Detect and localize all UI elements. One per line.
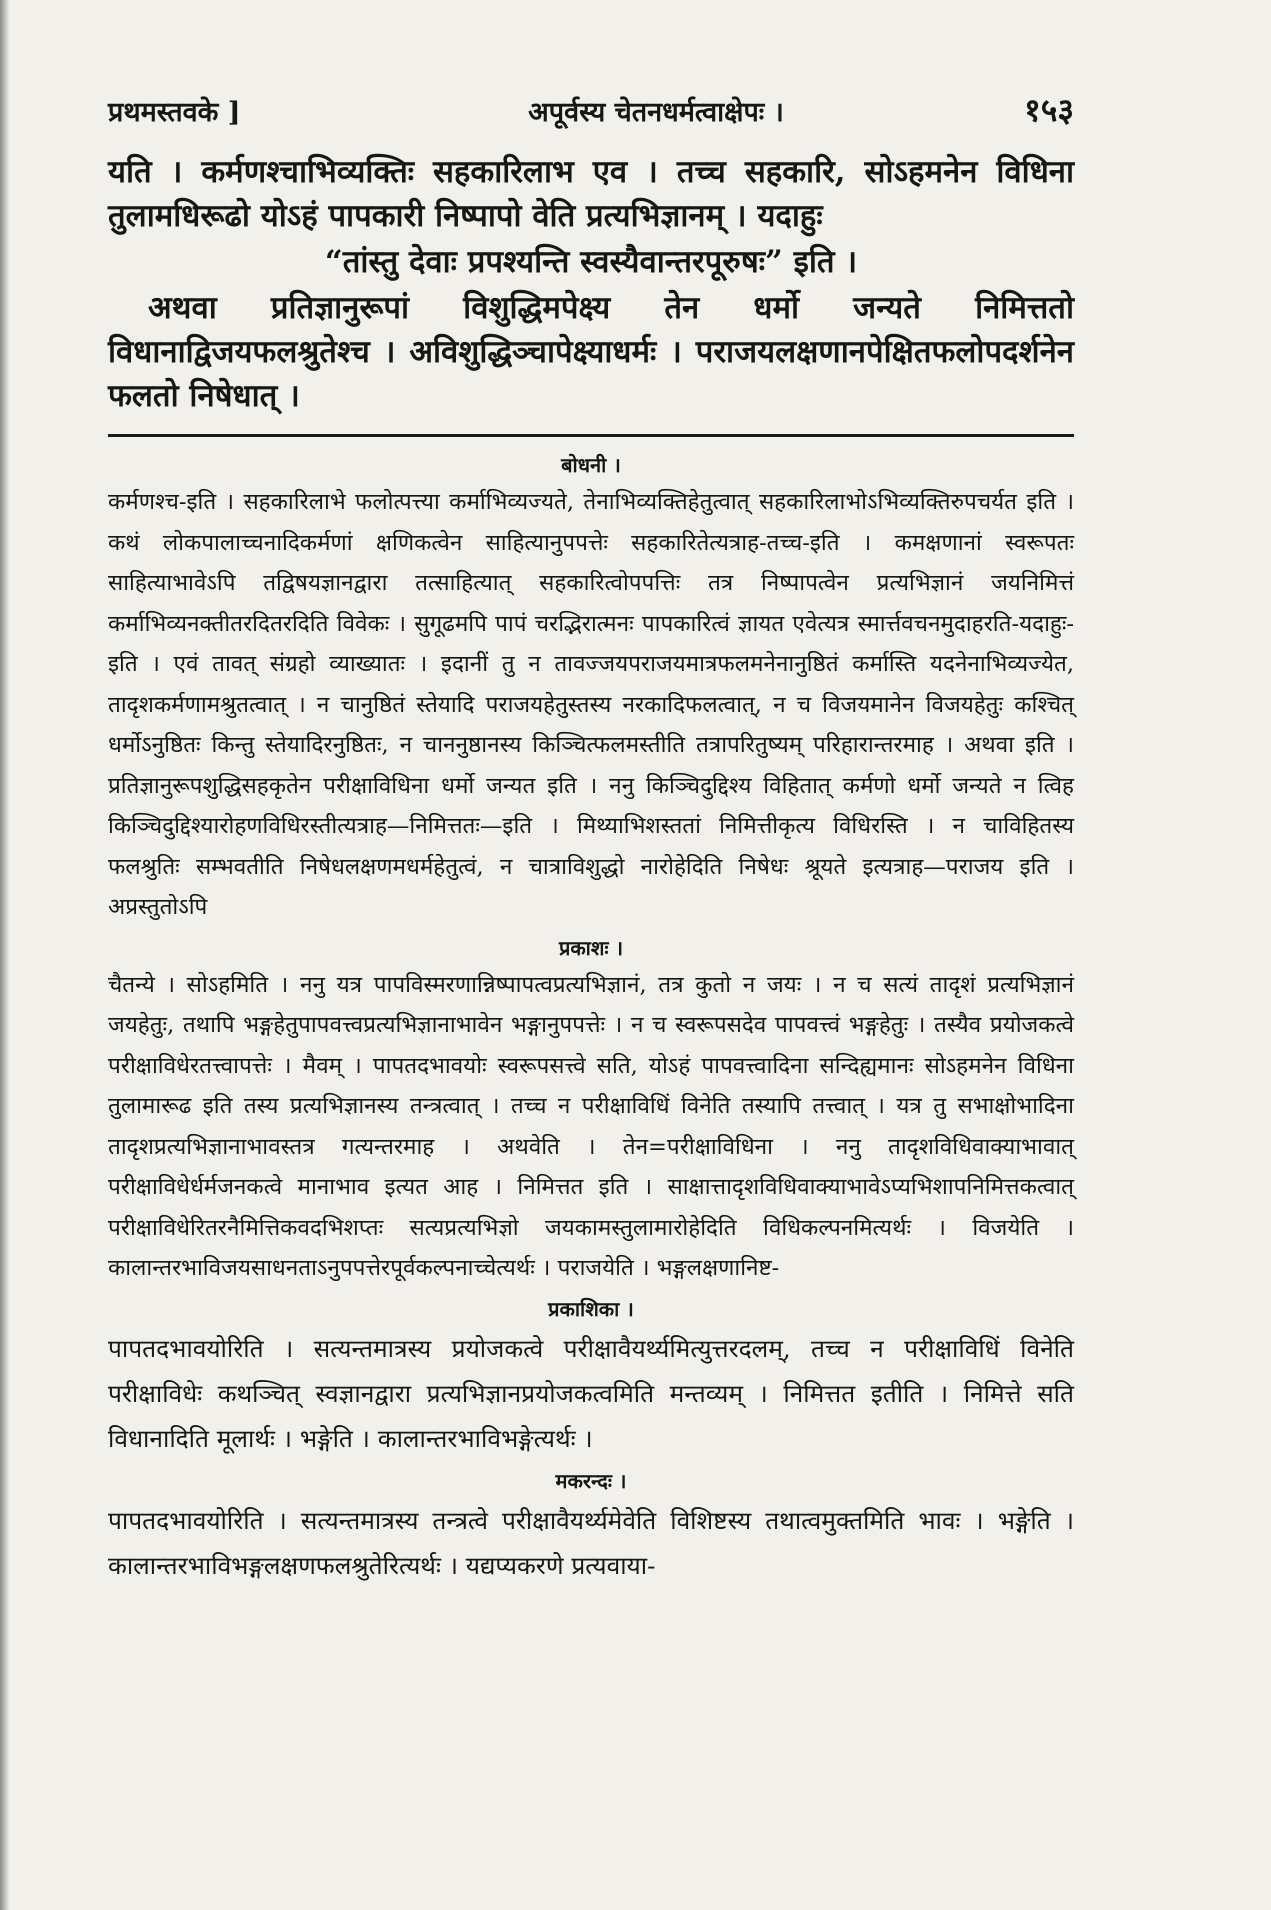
makaranda-text: पापतदभावयोरिति । सत्यन्तमात्रस्य तन्त्रत्वे परीक्षावैयर्थ्यमेवेति विशिष्टस्य तथात्वमुक्तमिति भावः । भङ्गेति । कालान्तरभाविभङ्गलक्षणफलश्रुतेरित्यर्थः । यद्यप्यकरणे प्रत्यवाया- [108,1505,1074,1580]
running-header [108,88,1074,132]
commentary-bodhani [108,451,1074,928]
main-text [108,150,1074,418]
commentary-prakashika [108,1295,1074,1461]
commentary-makaranda [108,1467,1074,1588]
section-divider [108,434,1074,437]
header-title: अपूर्वस्य चेतनधर्मत्वाक्षेपः । [528,97,784,128]
commentary-prakasha [108,934,1074,1289]
main-text-verse: “तांस्तु देवाः प्रपश्यन्ति स्वस्यैवान्तरपूरुषः” इति । [324,244,858,280]
prakasha-title: प्रकाशः । [558,935,624,960]
makaranda-title: मकरन्दः । [555,1468,627,1493]
header-section-label: प्रथमस्तवके ] [108,97,241,128]
book-page [108,88,1074,1588]
bodhani-title: बोधनी । [561,453,621,477]
main-text-paragraph-1: यति । कर्मणश्चाभिव्यक्तिः सहकारिलाभ एव । तच्च सहकारि, सोऽहमनेन विधिना तुलामधिरूढो योऽहं पापकारी निष्पापो वेति प्रत्यभिज्ञानम् । यदाहुः [108,154,1074,234]
page-binding-edge [0,0,10,1910]
page-number: १५३ [1024,91,1074,129]
main-text-paragraph-2: अथवा प्रतिज्ञानुरूपां विशुद्धिमपेक्ष्य तेन धर्मो जन्यते निमित्ततो विधानाद्विजयफलश्रुतेश्च । अविशुद्धिञ्चापेक्ष्याधर्मः । पराजयलक्षणानपेक्षितफलोपदर्शनेन फलतो निषेधात् । [108,290,1074,414]
prakashika-text: पापतदभावयोरिति । सत्यन्तमात्रस्य प्रयोजकत्वे परीक्षावैयर्थ्यमित्युत्तरदलम्, तच्च न परीक्षाविधिं विनेति परीक्षाविधेः कथञ्चित् स्वज्ञानद्वारा प्रत्यभिज्ञानप्रयोजकत्वमिति मन्तव्यम् । निमित्तत इतीति । निमित्ते सति विधानादिति मूलार्थः । भङ्गेति । कालान्तरभाविभङ्गेत्यर्थः । [108,1333,1074,1453]
prakashika-title: प्रकाशिका । [548,1296,634,1321]
prakasha-text: चैतन्ये । सोऽहमिति । ननु यत्र पापविस्मरणान्निष्पापत्वप्रत्यभिज्ञानं, तत्र कुतो न जयः । न च सत्यं तादृशं प्रत्यभिज्ञानं जयहेतुः, तथापि भङ्गहेतुपापवत्त्वप्रत्यभिज्ञानाभावेन भङ्गानुपपत्तेः । न च स्वरूपसदेव पापवत्त्वं भङ्गहेतुः । तस्यैव प्रयोजकत्वे परीक्षाविधेरतत्त्वापत्तेः । मैवम् । पापतदभावयोः स्वरूपसत्त्वे सति, योऽहं पापवत्त्वादिना सन्दिह्यमानः सोऽहमनेन विधिना तुलामारूढ इति तस्य प्रत्यभिज्ञानस्य तन्त्रत्वात् । तच्च न परीक्षाविधिं विनेति तस्यापि तत्त्वात् । यत्र तु सभाक्षोभादिना तादृशप्रत्यभिज्ञानाभावस्तत्र गत्यन्तरमाह । अथवेति । तेन=परीक्षाविधिना । ननु तादृशविधिवाक्याभावात् परीक्षाविधेर्धर्मजनकत्वे मानाभाव इत्यत आह । निमित्तत इति । साक्षात्तादृशविधिवाक्याभावेऽप्यभिशापनिमित्तकत्वात् परीक्षाविधेरितरनैमित्तिकवदभिशप्तः सत्यप्रत्यभिज्ञो जयकामस्तुलामारोहेदिति विधिकल्पनमित्यर्थः । विजयेति । कालान्तरभाविजयसाधनताऽनुपपत्तेरपूर्वकल्पनाच्चेत्यर्थः । पराजयेति । भङ्गलक्षणानिष्ट- [108,971,1074,1281]
bodhani-text: कर्मणश्च-इति । सहकारिलाभे फलोत्पत्त्या कर्माभिव्यज्यते, तेनाभिव्यक्तिहेतुत्वात् सहकारिलाभोऽभिव्यक्तिरुपचर्यत इति । कथं लोकपालाच्चनादिकर्मणां क्षणिकत्वेन साहित्यानुपपत्तेः सहकारितेत्यत्राह-तच्च-इति । कमक्षणानां स्वरूपतः साहित्याभावेऽपि तद्विषयज्ञानद्वारा तत्साहित्यात् सहकारित्वोपपत्तिः तत्र निष्पापत्वेन प्रत्यभिज्ञानं जयनिमित्तं कर्माभिव्यनक्तीतरदितरदिति विवेकः । सुगूढमपि पापं चरद्भिरात्मनः पापकारित्वं ज्ञायत एवेत्यत्र स्मार्त्तवचनमुदाहरति-यदाहुः-इति । एवं तावत् संग्रहो व्याख्यातः । इदानीं तु न तावज्जयपराजयमात्रफलमनेनानुष्ठितं कर्मास्ति यदनेनाभिव्यज्येत, तादृशकर्मणामश्रुतत्वात् । न चानुष्ठितं स्तेयादि पराजयहेतुस्तस्य नरकादिफलत्वात्, न च विजयमानेन विजयहेतुः कश्चित् धर्मोऽनुष्ठितः किन्तु स्तेयादिरनुष्ठितः, न चाननुष्ठानस्य किञ्चित्फलमस्तीति तत्रापरितुष्यम् परिहारान्तरमाह । अथवा इति । प्रतिज्ञानुरूपशुद्धिसहकृतेन परीक्षाविधिना धर्मो जन्यत इति । ननु किञ्चिदुद्दिश्य विहितात् कर्मणो धर्मो जन्यते न त्विह किञ्चिदुद्दिश्यारोहणविधिरस्तीत्यत्राह—निमित्ततः—इति । मिथ्याभिशस्ततां निमित्तीकृत्य विधिरस्ति । न चाविहितस्य फलश्रुतिः सम्भवतीति निषेधलक्षणमधर्महेतुत्वं, न चात्राविशुद्धो नारोहेदिति निषेधः श्रूयते इत्यत्राह—पराजय इति । अप्रस्तुतोऽपि [108,489,1074,920]
